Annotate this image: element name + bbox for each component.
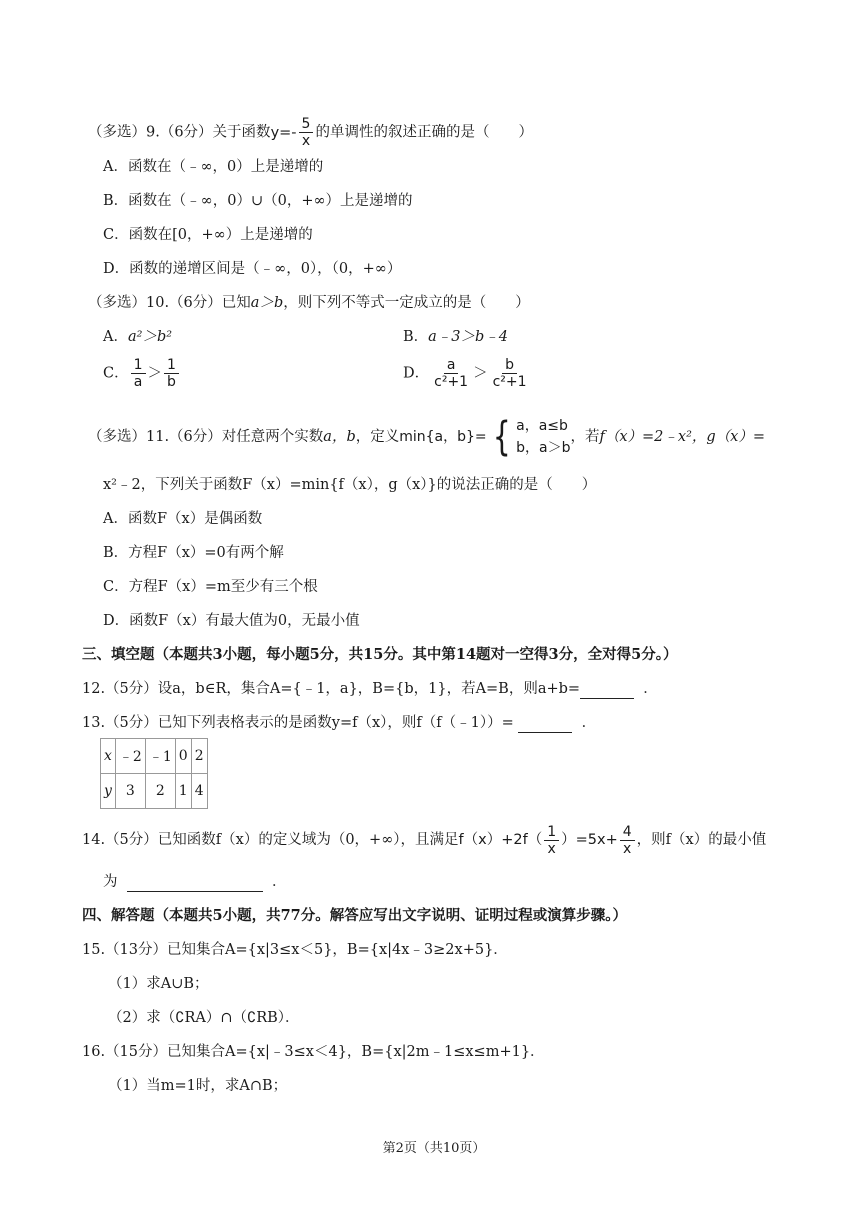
- q9-frac-num: 5: [299, 116, 314, 133]
- q10-option-d: [403, 357, 532, 390]
- q14-den2: x: [623, 840, 632, 857]
- q9-option-d: D．函数的递增区间是（﹣∞，0），（0，+∞）: [103, 261, 402, 277]
- q12: [82, 679, 658, 699]
- q9-y-eq: y=-: [270, 124, 297, 141]
- table-cell: y: [101, 774, 116, 809]
- q11-case1: a，a≤b: [516, 418, 568, 434]
- q14-stem-a: 14.（5分）已知函数f（x）的定义域为（0，+∞），且满足: [82, 832, 459, 848]
- q15-stem: 15.（13分）已知集合A={x|3≤x＜5}，B={x|4x﹣3≥2x+5}．: [82, 942, 508, 958]
- table-cell: 2: [191, 739, 207, 774]
- q11-option-d: D．函数F（x）有最大值为0，无最小值: [103, 613, 360, 629]
- q9-fraction: [299, 116, 314, 149]
- page-footer: 第2页（共10页）: [382, 1141, 486, 1156]
- q12-tail: ．: [643, 681, 658, 697]
- table-row: [101, 739, 208, 774]
- section-3-heading: 三、填空题（本题共3小题，每小题5分，共15分。其中第14题对一空得3分，全对得5分。）: [82, 646, 678, 663]
- q15-part1: （1）求A∪B；: [108, 976, 209, 992]
- q14-frac2: [620, 824, 635, 857]
- table-cell: 4: [191, 774, 207, 809]
- table-cell: 2: [145, 774, 175, 809]
- q10-c-frac1: [131, 357, 146, 390]
- q14-equation: [458, 823, 637, 857]
- q11-line2: x²﹣2，下列关于函数F（x）=min{f（x），g（x）}的说法正确的是（ ）: [103, 477, 597, 493]
- q16-part1: （1）当m=1时，求A∩B；: [108, 1078, 288, 1094]
- q10-d-frac1: [431, 357, 471, 390]
- q9-prefix: （多选）9.（6分）关于函数: [88, 124, 271, 141]
- q13-text: 13.（5分）已知下列表格表示的是函数y=f（x），则f（f（﹣1））=: [82, 715, 514, 731]
- q10-a-expr: a²＞b²: [127, 329, 173, 345]
- table-cell: x: [101, 739, 116, 774]
- q14-frac1: [544, 824, 559, 857]
- q10-c-num2: 1: [164, 357, 179, 374]
- q10-c-den1: a: [133, 374, 143, 390]
- q10-d-num2: b: [502, 357, 517, 374]
- q10-stem: [88, 293, 530, 313]
- q11-brace: {: [492, 414, 511, 460]
- q9-func: [270, 116, 316, 149]
- table-row: [101, 774, 208, 809]
- q11-min-definition: [399, 414, 570, 460]
- q10-a-label: A．: [103, 329, 128, 345]
- q14-tail: ．: [271, 874, 287, 890]
- q10-option-b: [403, 327, 508, 347]
- q10-c-label: C．: [103, 365, 129, 382]
- table-cell: ﹣1: [145, 739, 175, 774]
- q14-answer-blank[interactable]: [127, 875, 263, 892]
- q10-d-den1: c²+1: [434, 374, 469, 390]
- q10-c-den2: b: [167, 374, 176, 390]
- q11-stem-c: ，若: [570, 429, 600, 445]
- q10-c-gt: ＞: [147, 365, 163, 382]
- q10-d-frac2: [490, 357, 530, 390]
- q10-b-expr: a﹣3＞b﹣4: [428, 329, 509, 345]
- q9-stem: [88, 116, 533, 149]
- q14-line2: [103, 872, 286, 892]
- q14-num2: 4: [620, 824, 635, 841]
- table-cell: ﹣2: [115, 739, 145, 774]
- q9-option-a: A．函数在（﹣∞，0）上是递增的: [103, 159, 324, 175]
- q11-def-lhs: min{a，b}=: [399, 429, 487, 445]
- q11-cases: [516, 415, 570, 459]
- q11-stem: [88, 414, 765, 460]
- q10-stem-a: （多选）10.（6分）已知: [88, 295, 251, 311]
- q11-option-c: C．方程F（x）=m至少有三个根: [103, 579, 318, 595]
- q11-case2: b，a＞b: [516, 440, 571, 456]
- q10-c-frac2: [164, 357, 179, 390]
- table-cell: 0: [175, 739, 191, 774]
- q14-prefix: 为: [103, 874, 118, 890]
- q14-num1: 1: [544, 824, 559, 841]
- q10-stem-b: ，则下列不等式一定成立的是（ ）: [283, 295, 530, 311]
- q14-eq-b: ）=5x+: [561, 832, 618, 848]
- q9-suffix: 的单调性的叙述正确的是（ ）: [315, 124, 533, 141]
- section-4-heading: 四、解答题（本题共5小题，共77分。解答应写出文字说明、证明过程或演算步骤。）: [82, 907, 628, 924]
- q11-option-a: A．函数F（x）是偶函数: [103, 511, 263, 527]
- q10-d-num1: a: [444, 357, 459, 374]
- q9-option-b: B．函数在（﹣∞，0）∪（0，+∞）上是递增的: [103, 193, 413, 209]
- q9-option-c: C．函数在[0，+∞）上是递增的: [103, 227, 313, 243]
- q14-stem: [82, 822, 766, 858]
- q13-value-table: [100, 738, 208, 809]
- q13-tail: ．: [581, 715, 597, 731]
- q10-d-label: D．: [403, 365, 430, 382]
- q10-d-den2: c²+1: [492, 374, 527, 390]
- q11-stem-a: （多选）11.（6分）对任意两个实数: [88, 429, 324, 445]
- q10-condition: a＞b: [250, 295, 284, 311]
- q16-stem: 16.（15分）已知集合A={x|﹣3≤x＜4}，B={x|2m﹣1≤x≤m+1}．: [82, 1044, 545, 1060]
- q11-vars: a，b: [323, 429, 356, 445]
- q9-frac-den: x: [301, 133, 311, 149]
- q15-part2: （2）求（∁RA）∩（∁RB）．: [108, 1010, 300, 1026]
- q14-den1: x: [547, 840, 556, 857]
- q10-option-c: [103, 357, 181, 390]
- q14-eq-a: f（x）+2f（: [458, 832, 543, 848]
- q13: [82, 713, 596, 733]
- q12-answer-blank[interactable]: [580, 682, 634, 699]
- q14-stem-b: ，则f（x）的最小值: [636, 832, 767, 848]
- q11-stem-b: ，定义: [355, 429, 400, 445]
- q10-c-num1: 1: [131, 357, 146, 374]
- q10-option-a: [103, 327, 172, 347]
- q11-fx: f（x）=2﹣x²，g（x）=: [599, 429, 765, 445]
- q11-option-b: B．方程F（x）=0有两个解: [103, 545, 284, 561]
- q12-text: 12.（5分）设a，b∈R，集合A={﹣1，a}，B={b，1}，若A=B，则a+b=: [82, 681, 581, 697]
- table-cell: 3: [115, 774, 145, 809]
- table-cell: 1: [175, 774, 191, 809]
- q10-b-label: B．: [403, 329, 429, 345]
- q10-d-gt: ＞: [473, 365, 488, 382]
- q13-answer-blank[interactable]: [518, 716, 572, 733]
